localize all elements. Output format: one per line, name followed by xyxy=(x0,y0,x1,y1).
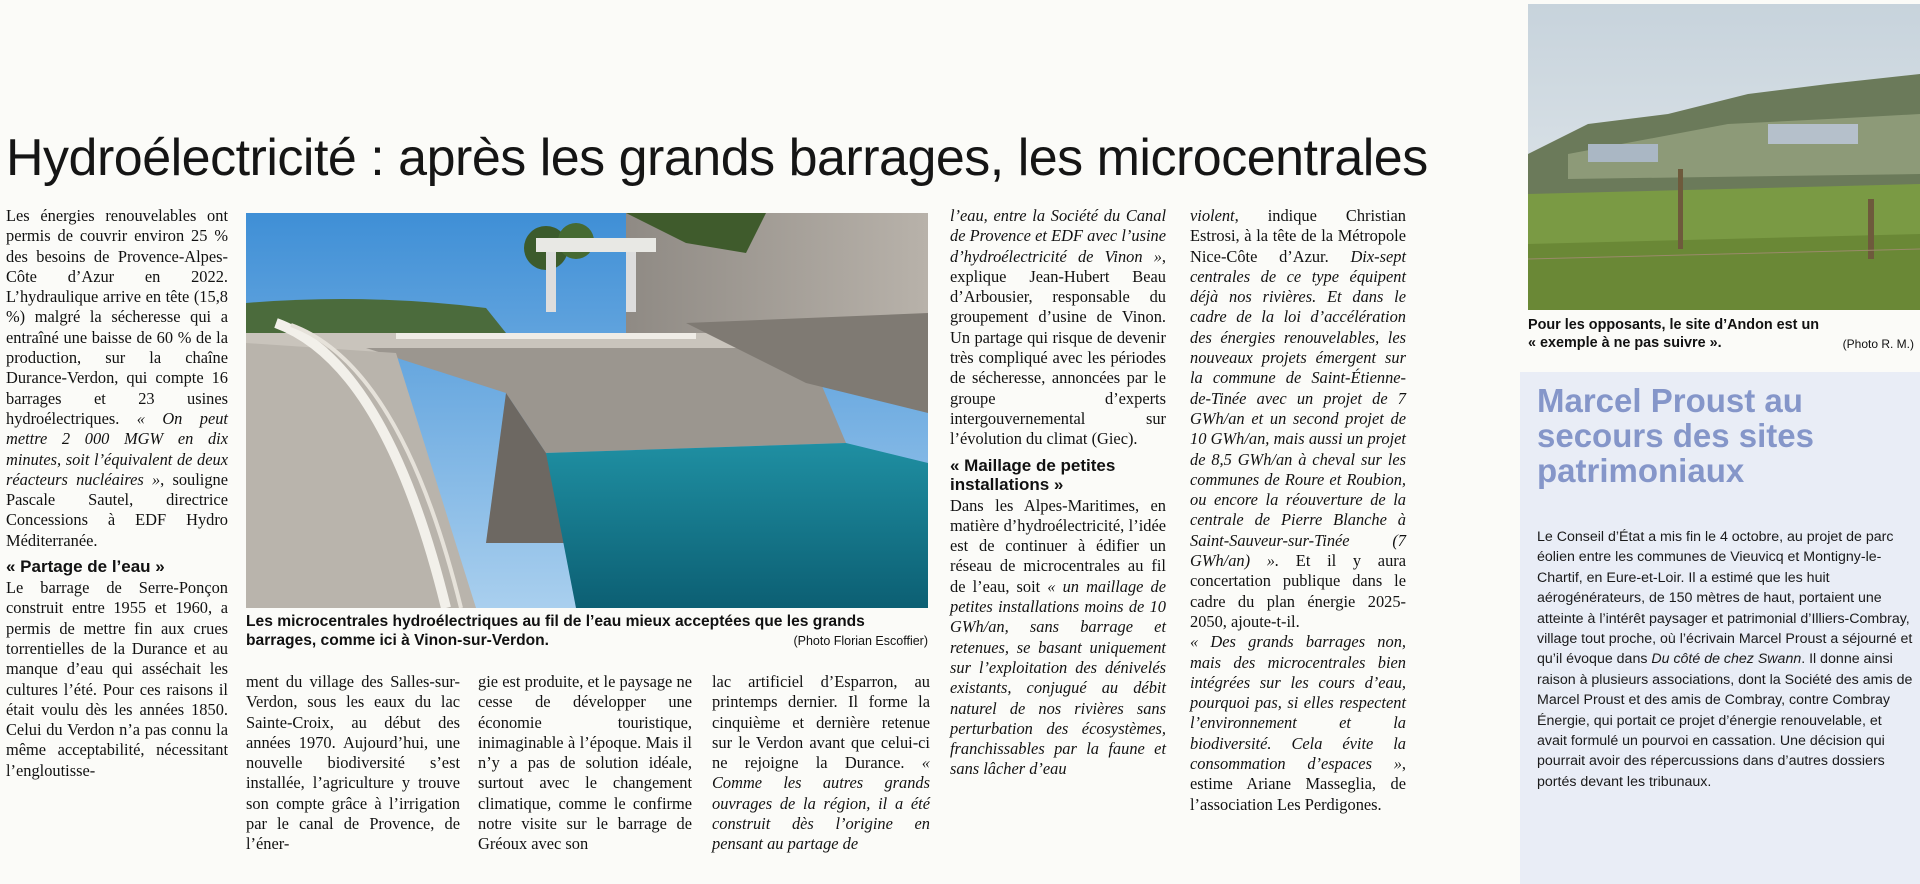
article-column-5 xyxy=(950,206,1166,780)
text: Et il y aura concertation publique dans le cadre du plan énergie 2025-2050, ajoute-t-il. xyxy=(1190,551,1406,631)
text: . Il donne ainsi raison à plusieurs associations, dont la Société des amis de Marcel Proust et des amis de Combray, contre Combray Énergie, qui portait ce projet d’énergie renouvelable, et avait formulé un pourvoi en cassation. Une décision qui pourrait avoir des répercussions dans d’autres dossiers portés devant les tribunaux. xyxy=(1537,651,1913,790)
main-photo-caption xyxy=(246,612,928,651)
paragraph xyxy=(712,672,930,855)
paragraph xyxy=(950,206,1166,450)
hydro-plant-photo xyxy=(246,213,928,608)
quote: Dix-sept centrales de ce type équipent déjà nos rivières. Et dans le cadre de la loi d’accélération des énergies renouvelables, les nouveaux projets émergent sur la commune de Saint-Étienne-de-Tinée avec un projet de 7 GWh/an et un second projet de 10 GWh/an, mais aussi un projet de 8,5 GWh/an à cheval sur les communes de Roure et Roubion, ou encore la réouverture de la centrale de Pierre Blanche à Saint-Sauveur-sur-Tinée (7 GWh/an) ». xyxy=(1190,246,1406,571)
paragraph xyxy=(1190,632,1406,815)
text: Le Conseil d’État a mis fin le 4 octobre, au projet de parc éolien entre les communes de Vieuvicq et Montigny-le-Chartif, en Eure-et-Loir. Il a estimé que les huit aérogénérateurs, de 150 mètres de haut, portaient une atteinte à l’intérêt paysager et patrimonial d’Illiers-Combray, village tout proche, où l’écrivain Marcel Proust a séjourné et qu’il évoque dans xyxy=(1537,529,1913,668)
subheading: « Maillage de petites installations » xyxy=(950,455,1116,494)
paragraph xyxy=(1190,206,1406,632)
quote: « On peut mettre 2 000 MGW en dix minutes, soit l’équivalent de deux réacteurs nucléaires » xyxy=(6,408,228,489)
text: , indique Christian Estrosi, à la tête de la Métropole Nice-Côte d’Azur. xyxy=(1190,206,1406,266)
andon-site-photo xyxy=(1528,4,1920,310)
quote: « un maillage de petites installations moins de 10 GWh/an, sans barrage et retenues, se basant uniquement sur l’exploitation des dénivelés existants, conjugué au débit naturel de nos rivières sans perturbation des écosystèmes, franchissables par la faune et sans lâcher d’eau xyxy=(950,576,1166,779)
subheading: « Partage de l’eau » xyxy=(6,557,165,577)
caption-text: « exemple à ne pas suivre ». xyxy=(1528,335,1722,351)
photo-credit: (Photo Florian Escoffier) xyxy=(793,634,928,648)
article-column-3 xyxy=(478,672,692,855)
headline: Hydroélectricité : après les grands barrages, les microcentrales xyxy=(6,129,1428,187)
text: , souligne Pascale Sautel, directrice Concessions à EDF Hydro Méditerranée. xyxy=(6,469,228,550)
paragraph: Le barrage de Serre-Ponçon construit entre 1955 et 1960, a permis de mettre fin aux crues torrentielles de la Durance et au manque d’eau qui asséchait les cultures l’été. Pour ces raisons il était voulu dès les années 1850. Celui du Verdon n’a pas connu la même acceptabilité, nécessitant l’engloutisse- xyxy=(6,578,228,780)
article-column-6 xyxy=(1190,206,1406,815)
sidebar-body xyxy=(1537,527,1913,792)
quote: l’eau, entre la Société du Canal de Provence et EDF avec l’usine d’hydroélectricité de Vinon » xyxy=(950,206,1166,266)
quote: « Comme les autres grands ouvrages de la région, il a été construit dès l’origine en pensant au partage de xyxy=(712,753,930,854)
paragraph: gie est produite, et le paysage ne cesse de développer une économie touristique, inimaginable à l’époque. Mais il n’y a pas de solution idéale, surtout avec le changement climatique, comme le confirme notre visite sur le barrage de Gréoux avec son xyxy=(478,672,692,854)
text: , explique Jean-Hubert Beau d’Arbousier, responsable du groupement d’usine de Vinon. Un partage qui risque de devenir très compliqué avec les périodes de sécheresse, annoncées par le groupe d’experts intergouvernemental sur l’évolution du climat (Giec). xyxy=(950,246,1166,449)
caption-text: Pour les opposants, le site d’Andon est un xyxy=(1528,317,1820,333)
article-column-2 xyxy=(246,672,460,855)
side-photo-caption xyxy=(1528,316,1920,353)
quote: violent xyxy=(1190,206,1235,225)
paragraph xyxy=(1537,527,1913,792)
quote: « Des grands barrages non, mais des microcentrales bien intégrées sur les cours d’eau, pourquoi pas, si elles respectent l’environnement et la biodiversité. Cela évite la consommation d’espaces » xyxy=(1190,632,1406,774)
text: Les énergies renouvelables ont permis de couvrir environ 25 % des besoins de Provence-Alpes-Côte d’Azur en 2022. L’hydraulique arrive en tête (15,8 %) malgré la sécheresse qui a entraîné une baisse de 60 % de la production, sur la chaîne Durance-Verdon, qui compte 16 barrages et 23 usines hydroélectriques. xyxy=(6,206,228,428)
text: Dans les Alpes-Maritimes, en matière d’hydroélectricité, l’idée est de continuer à édifier un réseau de microcentrales au fil de l’eau, soit xyxy=(950,495,1166,596)
text: lac artificiel d’Esparron, au printemps dernier. Il forme la cinquième et dernière retenue sur le Verdon avant que celui-ci ne rejoigne la Durance. xyxy=(712,672,930,773)
photo-credit: (Photo R. M.) xyxy=(1842,337,1914,351)
sidebar-title: Marcel Proust au secours des sites patrimoniaux xyxy=(1537,382,1814,489)
article-column-1 xyxy=(6,206,228,781)
paragraph: ment du village des Salles-sur-Verdon, sous les eaux du lac Sainte-Croix, au début des années 1970. Aujourd’hui, une nouvelle biodiversité s’est installée, l’agriculture y trouve son compte grâce à l’irrigation par le canal de Provence, de l’éner- xyxy=(246,672,460,854)
book-title: Du côté de chez Swann xyxy=(1651,651,1802,668)
caption-text: Les microcentrales hydroélectriques au fil de l’eau mieux acceptées que les grands barrages, comme ici à Vinon-sur-Verdon. xyxy=(246,613,865,649)
paragraph xyxy=(6,206,228,551)
text: , estime Ariane Masseglia, de l’association Les Perdigones. xyxy=(1190,754,1406,814)
paragraph xyxy=(950,496,1166,780)
article-column-4 xyxy=(712,672,930,855)
